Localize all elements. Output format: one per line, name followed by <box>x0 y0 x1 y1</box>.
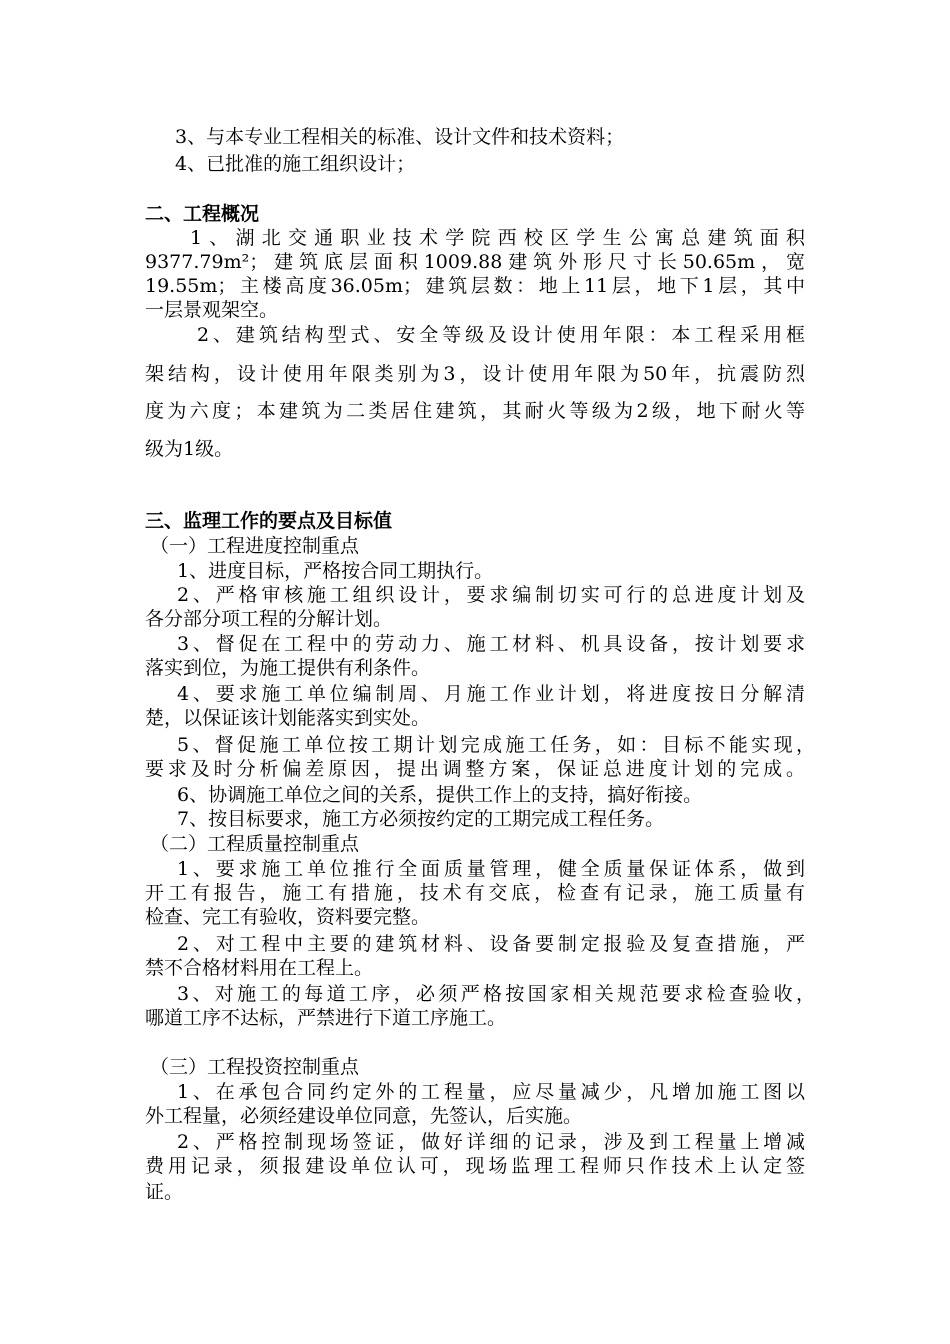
overview-para-1-line-3: 19.55m；主楼高度36.05m；建筑层数：地上11层，地下1层，其中 <box>145 275 805 297</box>
schedule-item-4-line-1: 4、要求施工单位编制周、月施工作业计划，将进度按日分解清 <box>177 683 805 705</box>
investment-item-1-line-1: 1、在承包合同约定外的工程量，应尽量减少，凡增加施工图以 <box>177 1081 805 1103</box>
investment-item-2-line-2: 费用记录，须报建设单位认可，现场监理工程师只作技术上认定签 <box>145 1155 805 1177</box>
quality-item-3-line-1: 3、对施工的每道工序，必须严格按国家相关规范要求检查验收， <box>177 983 815 1005</box>
investment-item-2-line-1: 2、严格控制现场签证，做好详细的记录，涉及到工程量上增减 <box>177 1131 805 1153</box>
quality-item-1-line-3: 检查、完工有验收，资料要完整。 <box>145 906 431 928</box>
basis-item-3: 3、与本专业工程相关的标准、设计文件和技术资料； <box>175 126 625 148</box>
schedule-item-3-line-2: 落实到位，为施工提供有利条件。 <box>145 657 431 679</box>
schedule-item-2-line-1: 2、严格审核施工组织设计，要求编制切实可行的总进度计划及 <box>177 584 805 606</box>
schedule-item-5-line-1: 5、督促施工单位按工期计划完成施工任务，如：目标不能实现， <box>177 734 815 756</box>
subsection-quality-control: （二）工程质量控制重点 <box>150 833 360 855</box>
schedule-item-7: 7、按目标要求，施工方必须按约定的工期完成工程任务。 <box>177 808 665 830</box>
schedule-item-4-line-2: 楚，以保证该计划能落实到实处。 <box>145 707 431 729</box>
overview-para-2-line-3: 度为六度；本建筑为二类居住建筑，其耐火等级为2级，地下耐火等 <box>145 400 805 422</box>
basis-item-4: 4、已批准的施工组织设计； <box>175 153 416 175</box>
schedule-item-1: 1、进度目标，严格按合同工期执行。 <box>177 560 494 582</box>
overview-para-2-line-2: 架结构，设计使用年限类别为3，设计使用年限为50年，抗震防烈 <box>145 363 805 385</box>
quality-item-1-line-1: 1、要求施工单位推行全面质量管理，健全质量保证体系，做到 <box>177 858 805 880</box>
subsection-investment-control: （三）工程投资控制重点 <box>150 1056 360 1078</box>
investment-item-2-line-3: 证。 <box>145 1181 184 1203</box>
quality-item-1-line-2: 开工有报告，施工有措施，技术有交底，检查有记录，施工质量有 <box>145 882 805 904</box>
investment-item-1-line-2: 外工程量，必须经建设单位同意，先签认，后实施。 <box>145 1105 583 1127</box>
schedule-item-3-line-1: 3、督促在工程中的劳动力、施工材料、机具设备，按计划要求 <box>177 633 805 655</box>
section-heading-key-points: 三、监理工作的要点及目标值 <box>145 510 393 532</box>
overview-para-1-line-2: 9377.79m²；建筑底层面积1009.88建筑外形尺寸长50.65m，宽 <box>145 251 805 273</box>
schedule-item-6: 6、协调施工单位之间的关系，提供工作上的支持，搞好衔接。 <box>177 784 703 806</box>
subsection-schedule-control: （一）工程进度控制重点 <box>150 535 360 557</box>
quality-item-3-line-2: 哪道工序不达标，严禁进行下道工序施工。 <box>145 1007 507 1029</box>
overview-para-2-line-1: 2、建筑结构型式、安全等级及设计使用年限：本工程采用框 <box>197 324 805 346</box>
schedule-item-2-line-2: 各分部分项工程的分解计划。 <box>145 608 393 630</box>
overview-para-2-line-4: 级为1级。 <box>145 438 234 460</box>
overview-para-1-line-4: 一层景观架空。 <box>145 299 279 321</box>
quality-item-2-line-1: 2、对工程中主要的建筑材料、设备要制定报验及复查措施，严 <box>177 933 805 955</box>
overview-para-1-line-1: 1、湖北交通职业技术学院西校区学生公寓总建筑面积 <box>190 227 805 249</box>
quality-item-2-line-2: 禁不合格材料用在工程上。 <box>145 957 374 979</box>
schedule-item-5-line-2: 要求及时分析偏差原因，提出调整方案，保证总进度计划的完成。 <box>145 758 805 780</box>
section-heading-overview: 二、工程概况 <box>145 203 260 225</box>
